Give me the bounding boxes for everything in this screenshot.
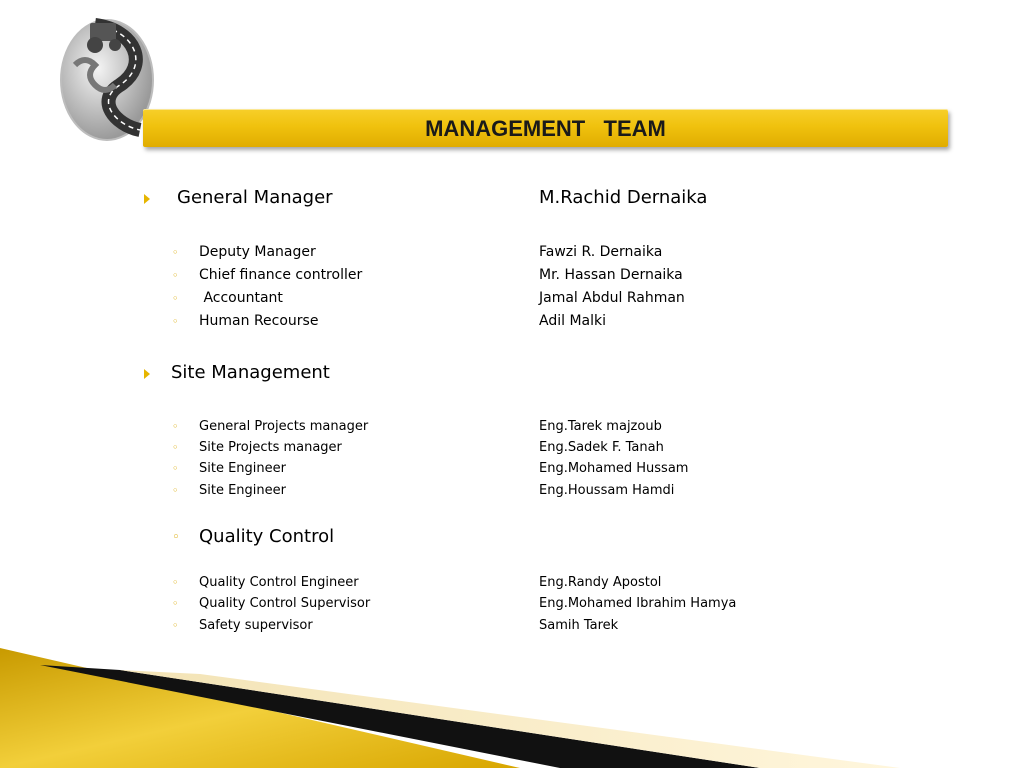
staff-role: Human Recourse — [199, 313, 319, 329]
decorative-corner — [0, 640, 1024, 768]
general-manager-name: M.Rachid Dernaika — [539, 187, 708, 208]
quality-control-heading: Quality Control — [199, 526, 335, 547]
page-title: MANAGEMENT TEAM — [425, 116, 666, 141]
staff-role: Quality Control Engineer — [199, 575, 359, 590]
triangle-bullet-icon — [144, 369, 150, 379]
staff-name: Eng.Mohamed Ibrahim Hamya — [539, 596, 737, 611]
staff-role: Safety supervisor — [199, 618, 313, 633]
staff-role: Site Engineer — [199, 461, 286, 476]
circle-bullet-icon: ◦ — [172, 315, 179, 328]
staff-role: Site Engineer — [199, 483, 286, 498]
staff-role: Accountant — [199, 290, 283, 306]
staff-name: Eng.Mohamed Hussam — [539, 461, 689, 476]
staff-name: Eng.Randy Apostol — [539, 575, 662, 590]
circle-bullet-icon: ◦ — [172, 484, 179, 497]
staff-name: Eng.Sadek F. Tanah — [539, 440, 664, 455]
staff-name: Eng.Houssam Hamdi — [539, 483, 675, 498]
staff-name: Mr. Hassan Dernaika — [539, 267, 683, 283]
staff-name: Adil Malki — [539, 313, 606, 329]
circle-bullet-icon: ◦ — [172, 246, 179, 259]
circle-bullet-icon: ◦ — [172, 292, 179, 305]
general-manager-role: General Manager — [177, 187, 333, 208]
staff-role: Quality Control Supervisor — [199, 596, 371, 611]
circle-bullet-icon: ◦ — [172, 619, 179, 632]
circle-bullet-icon: ◦ — [172, 420, 179, 433]
circle-bullet-icon: ◦ — [172, 269, 179, 282]
triangle-bullet-icon — [144, 194, 150, 204]
circle-bullet-icon: ◦ — [172, 576, 179, 589]
staff-role: General Projects manager — [199, 419, 369, 434]
site-management-heading: Site Management — [171, 362, 330, 383]
staff-name: Eng.Tarek majzoub — [539, 419, 662, 434]
staff-name: Samih Tarek — [539, 618, 619, 633]
circle-bullet-icon: ◦ — [172, 597, 179, 610]
circle-bullet-icon: ◦ — [172, 462, 179, 475]
staff-role: Site Projects manager — [199, 440, 342, 455]
staff-name: Fawzi R. Dernaika — [539, 244, 663, 260]
title-banner — [143, 109, 948, 147]
staff-role: Chief finance controller — [199, 267, 363, 283]
circle-bullet-icon: ◦ — [172, 441, 179, 454]
circle-bullet-icon: ◦ — [172, 530, 180, 545]
staff-role: Deputy Manager — [199, 244, 316, 260]
staff-name: Jamal Abdul Rahman — [539, 290, 685, 306]
